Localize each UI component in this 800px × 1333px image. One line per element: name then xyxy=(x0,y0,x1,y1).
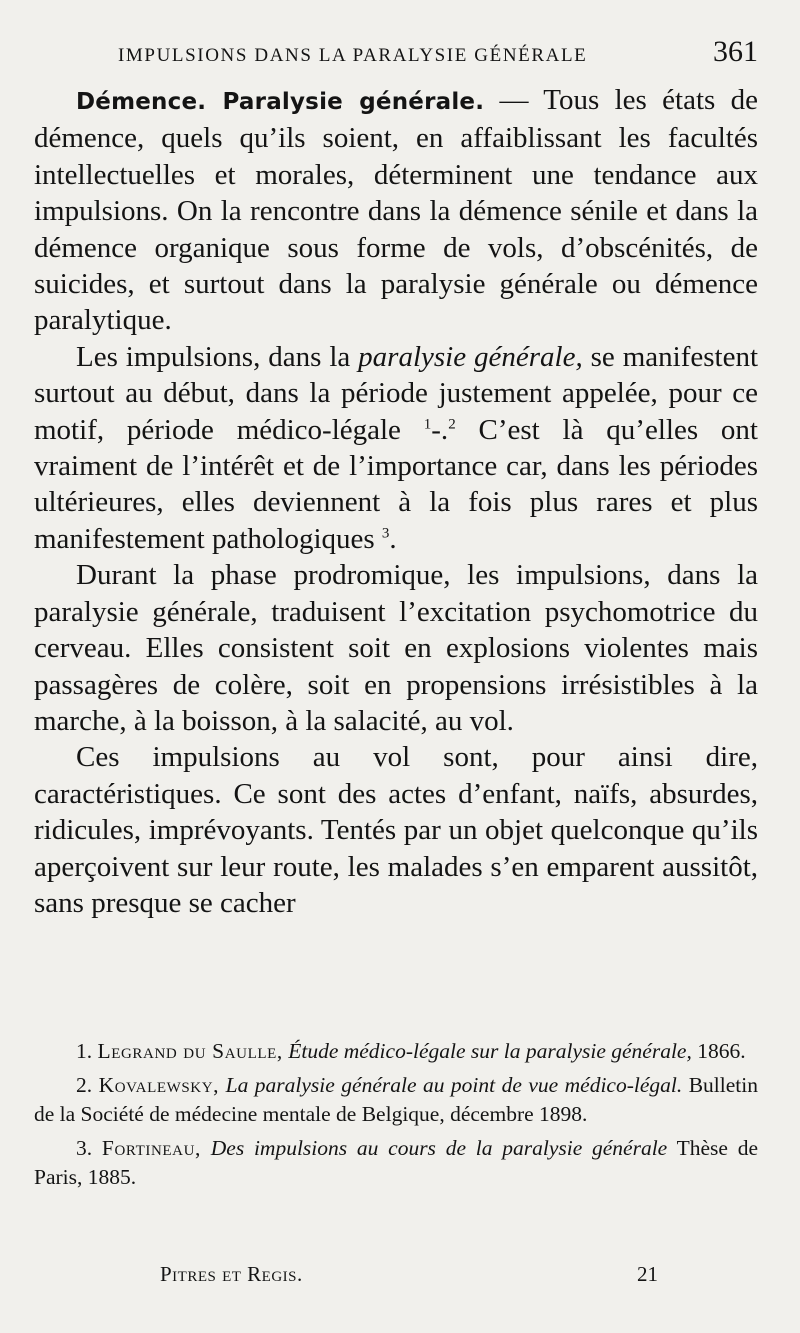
footnote-rest: Bulletin de la Société de médecine mentale de Belgique, décembre 1898. xyxy=(34,1072,758,1126)
footnote-ref-2: 2 xyxy=(448,416,456,432)
main-text xyxy=(34,82,758,921)
footnote-number: 2. xyxy=(76,1072,93,1097)
running-title: IMPULSIONS DANS LA PARALYSIE GÉNÉRALE xyxy=(118,45,588,66)
footnote-rest: 1866. xyxy=(691,1039,746,1063)
footnote-title: Des impulsions au cours de la paralysie générale xyxy=(210,1135,668,1160)
paragraph-dementia xyxy=(34,82,758,339)
paragraph-general-paralysis xyxy=(34,339,758,557)
paragraph-theft-impulses: Ces impulsions au vol sont, pour ainsi dire, caractéristiques. Ce sont des actes d’enfant, naïfs, absurdes, ridicules, imprévoyants. Tentés par un objet quelconque qu’ils aperçoivent sur leur route, les malades s’en emparent aussitôt, sans presque se cacher xyxy=(34,741,758,919)
footnote-2 xyxy=(34,1071,758,1130)
page-footer xyxy=(160,1262,658,1292)
footnote-author: Legrand du Saulle, xyxy=(97,1039,283,1063)
paragraph-text: Les impulsions, dans la xyxy=(76,340,359,373)
footnote-ref-1: 1 xyxy=(423,416,432,432)
footnote-number: 3. xyxy=(76,1135,93,1160)
printer-signature: Pitres et Regis. xyxy=(160,1262,303,1286)
paragraph-prodromal-phase: Durant la phase prodromique, les impulsions, dans la paralysie générale, traduisent l’excitation psychomotrice du cerveau. Elles consistent soit en explosions violentes mais passagères de colère, soit en propensions irrésistibles à la marche, à la boisson, à la salacité, au vol. xyxy=(34,559,758,737)
footnote-ref-3: 3 xyxy=(381,525,390,542)
running-head xyxy=(118,34,758,74)
footnote-title: Étude médico-légale sur la paralysie générale, xyxy=(288,1039,692,1063)
footnote-rest: Thèse de Paris, 1885. xyxy=(34,1135,758,1189)
page-number: 361 xyxy=(713,35,758,68)
footnotes xyxy=(34,1037,758,1197)
footnote-3 xyxy=(34,1134,758,1193)
footnote-ref-separator: -. xyxy=(431,413,449,446)
paragraph-text: se manifestent surtout au début, dans la période justement appelée, pour ce motif, période médico-légale xyxy=(34,340,759,446)
paragraph-end: . xyxy=(389,522,397,555)
section-lead-heading: Démence. Paralysie générale. xyxy=(76,89,485,115)
footnote-author: Fortineau, xyxy=(101,1135,201,1160)
footnote-1 xyxy=(34,1037,758,1067)
footnote-author: Kovalewsky, xyxy=(98,1072,220,1097)
sheet-number: 21 xyxy=(637,1262,658,1286)
italic-term: paralysie générale, xyxy=(358,340,583,373)
footnote-title: La paralysie générale au point de vue médico-légal. xyxy=(225,1072,683,1097)
footnote-number: 1. xyxy=(76,1039,93,1063)
paragraph-text: C’est là qu’elles ont vraiment de l’intérêt et de l’importance car, dans les périodes ultérieures, elles deviennent à la fois plus rares et plus manifestement pathologiques xyxy=(34,413,758,555)
paragraph-text: — Tous les états de démence, quels qu’ils soient, en affaiblissant les facultés intellectuelles et morales, déterminent une tendance aux impulsions. On la rencontre dans la démence sénile et dans la démence organique sous forme de vols, d’obscénités, de suicides, et surtout dans la paralysie générale ou démence paralytique. xyxy=(34,84,758,337)
